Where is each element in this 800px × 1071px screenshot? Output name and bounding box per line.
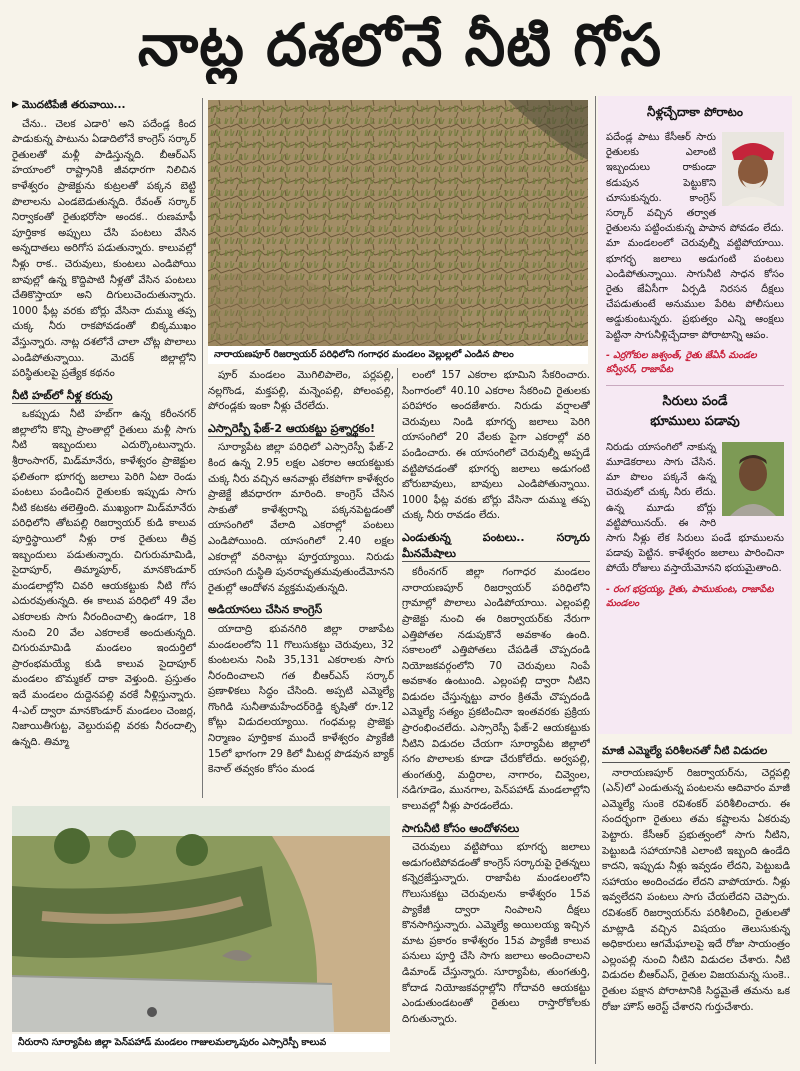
farmer-portrait-image (722, 442, 784, 516)
sidebar-heading: నీళ్లచ్చేదాకా పోరాటం (647, 105, 743, 119)
subheading: మాజీ ఎమ్మెల్యే పరిశీలనతో నీటి విడుదల (602, 744, 790, 763)
subheading: సాగునీటి కోసం ఆందోళనలు (402, 821, 519, 838)
dry-field-image (208, 100, 588, 346)
column-rule (595, 96, 596, 1064)
sidebar-text: నిరుడు యాసంగిలో నాకున్న మూడెకరాలు సాగు చేసిన. మా పొలం పక్కనే ఉన్న చెరువులో చుక్క నీరు లేదు. ఉన్న మూడు బోర్లు వట్టిపోయినయ్. ఈ సారి సాగు నీళ్లు లేక సిరులు పండే భూములను పడావు పెట్టిన. కాళేశ్వరం జలాలు పారించినా పోయే రోజులు వస్తాయేమోనని భయమైతాంది. (606, 441, 784, 575)
farmer-portrait-2 (722, 442, 784, 516)
continued-label: మొదటిపేజీ తరువాయి... (21, 99, 126, 111)
paragraph: పూర్ మండలం మొగిలిపాలెం, పర్లపల్లి, నల్లగొండ, మక్తపల్లి, మన్నెంపల్లి, పోలంపల్లి, పోరండ్లకు ఇంకా నీళ్లు చేరలేదు. (208, 370, 394, 413)
column-2 (208, 368, 394, 796)
sidebar-signature: - ఎర్రగోకుల జశ్వంత్, రైతు జేఏసీ మండల కన్వీనర్, రాజాపేట (606, 349, 757, 375)
paragraph: సూర్యాపేట జిల్లా పరిధిలో ఎస్సారెస్పీ ఫేజ్-2 కింద ఉన్న 2.95 లక్షల ఎకరాల ఆయకట్టుకు చుక్క నీరు వచ్చిన ఆనవాళ్లు లేకపోగా కాళేశ్వరం ప్రాజెక్టే జీవధారగా మారింది. కాంగ్రెస్ చేసిన సాకుతో కాళేశ్వరాన్ని పక్కనపెట్టడంతో యాసంగిలో వేలాది ఎకరాల్లో పంటలు ఎండిపోయింది. యాసంగిలో 2.40 లక్షల ఎకరాల్లో వరినాట్లు పూర్తయ్యాయి. నిరుడు యాసంగి దుస్థితి పునరావృతమవుతుందేమోనని రైతుల్లో ఆందోళన వ్యక్తమవుతున్నది. (208, 442, 394, 594)
divider (606, 385, 784, 386)
subheading: ఎస్సారెస్పీ ఫేజ్-2 ఆయకట్టు ప్రశ్నార్థకం! (208, 421, 375, 438)
paragraph: కరీంనగర్ జిల్లా గంగాధర మండలం నారాయణపూర్ రిజర్వాయర్ పరిధిలోని గ్రామాల్లో పొలాలు ఎండిపోయాయి. ఎల్లంపల్లి ప్రాజెక్టు నుంచి ఈ రిజర్వాయర్‌కు నేరుగా ఎత్తిపోతల నడుపుకొనే అవకాశం ఉంది. సకాలంలో ఎత్తిపోతలు చేపడితే చొప్పదండి నియోజకవర్గంలోని 70 చెరువులు నింపే అవకాశం ఉంటుంది. ఎల్లంపల్లి ద్వారా నీటిని విడుదల చేస్తున్నట్టు వారం క్రితమే చొప్పదండి ఎమ్మెల్యే సత్యం ప్రకటించినా ఇంతవరకు ప్రక్రియ ప్రారంభించలేదు. ఎస్సారెస్పీ ఫేజ్-2 ఆయకట్టుకు నీటిని విడుదల చేయగా సూర్యాపేట జిల్లాలో సగం పొలాలకు కూడా చేరుకోలేదు. అర్వపల్లి, తుంగతుర్తి, మద్దిరాల, నాగారం, చివ్వెంల, నడిగూడెం, మునగాల, పెన్‌పహాడ్ మండలాల్లోని కాలువల్లో నీళ్లు పారడంలేదు. (402, 567, 590, 813)
canal-photo (12, 806, 390, 1032)
paragraph: ఒకప్పుడు నీటి హబ్‌గా ఉన్న కరీంనగర్ జిల్లాలోని కొన్ని ప్రాంతాల్లో రైతులు మళ్లీ సాగు నీటి ఇబ్బందులు ఎదుర్కొంటున్నారు. శ్రీరాంసాగర్, మిడ్‌మానేరు, కాళేశ్వరం ప్రాజెక్టుల ఫలితంగా భూగర్భ జలాలు పెరిగి ఏటా రెండు పంటలు పండించిన రైతులకు ఇప్పుడు సాగు నీటి కటకట తలెత్తింది. ముఖ్యంగా మిడ్‌మానేరు పరిధిలోని తోటపల్లి రిజర్వాయర్ కుడి కాలువ పూర్తిస్థాయిలో నీళ్లు రాక రైతులు తీవ్ర ఇబ్బందులు పడుతున్నారు. చిగురుమామిడి, సైదాపూర్, తిమ్మాపూర్, మానకొండూర్ మండలాల్లోని చివరి ఆయకట్టుకు నీటి గోస ఎదురవుతున్నది. ఈ కాలువ పరిధిలో 49 వేల ఎకరాలకు సాగు నీరందించాల్సి ఉండగా, 18 నుంచి 20 వేల ఎకరాలకే అందుతున్నది. చిగురుమామిడి మండలం ఇందుర్తిలో ప్రారంభమయ్యే కుడి కాలువ సైదాపూర్ మండలం బొమ్మకల్ దాకా వెళ్తుంది. ప్రస్తుతం ఇదే మండలం దుద్దెనపల్లి వరకే నీళ్లిస్తున్నారు. 4-ఎల్ ద్వారా మానకొండూర్ మండలం చెంజర్ల, నిజాయితీగుట్ట, వెల్దురుపల్లి వరకు నీరందాల్సి ఉన్నది. తిమ్మా (12, 409, 196, 748)
photo2-caption: నీరురాని సూర్యాపేట జిల్లా పెన్‌పహాడ్ మండలం గాజులమల్కాపురం ఎస్సారెస్పీ కాలువ (12, 1034, 390, 1052)
column-4 (602, 740, 790, 1066)
paragraph: చేను.. చెలక ఎడారి' అని పదేండ్ల కింద పాడుకున్న పాటును ఏడాదిలోనే కాంగ్రెస్ సర్కార్ రైతులతో మళ్లీ పాడిస్తున్నది. బీఆర్ఎస్ హయాంలో రాష్ట్రానికి జీవధారగా నిలిచిన కాళేశ్వరం ప్రాజెక్టును కుట్రలతో పక్కన బెట్టి పొలాలను ఎండబెడుతున్నది. రేవంత్ సర్కార్ నిర్వాకంతో రైతుభరోసా అందక.. రుణమాఫీ పూర్తికాక అప్పులు చేసి పంటలు వేసిన అన్నదాతలు అరిగోస పడుతున్నారు. కాలువల్లో నీళ్లు రాక.. చెరువులు, కుంటలు ఎండిపోయి బావుల్లో ఉన్న కొద్దిపాటి నీళ్లతో వేసిన పంటలు చేతికొస్తాయా అని దిగులుచెందుతున్నారు. 1000 ఫీట్ల వరకు బోర్లు వేసినా దుమ్ము తప్ప చుక్క నీరు రాకపోవడంతో బిక్కముఖం వేస్తున్నారు. నాట్ల దశలోనే చాలా చోట్ల పొలాలు ఎండిపోతున్నాయి. మెదక్ జిల్లాల్లోని పరిస్థితులపై ప్రత్యేక కథనం (12, 118, 196, 380)
sidebar-text: పదేండ్ల పాటు కేసీఆర్ సారు రైతులకు ఎలాంటి ఇబ్బందులు రాకుండా కడుపున పెట్టుకొని చూసుకున్నరు. కాంగ్రెస్ సర్కార్ వచ్చిన తర్వాత రైతులను పట్టించుకున్న పాపాన పోవడం లేదు. మా మండలంలో చెరువుల్నీ వట్టిపోయాయి. భూగర్భ జలాలు అడుగంటి పంటలు ఎండిపోతున్నాయి. సాగునీటి సాధన కోసం రైతు జేఏసీగా ఏర్పడి నిరసన దీక్షలు చేపడుతుంటే అనుముల పేరిట పోలీసులు అడ్డుకుంటున్నరు. ప్రభుత్వం ఎన్ని ఆంక్షలు పెట్టినా సాగునీళ్లిచ్చేదాకా పోరాటాన్ని ఆపం. (606, 132, 784, 341)
paragraph: లంలో 157 ఎకరాల భూమిని సేకరించారు. సింగారంలో 40.10 ఎకరాల సేకరించి రైతులకు పరిహారం అందజేశారు. నిరుడు వర్షాలతో చెరువులు నిండి భూగర్భ జలాలు పెరిగి యాసంగిలో 20 వేలకు పైగా ఎకరాల్లో వరి పండించారు. ఈ యాసంగిలో చెరువుల్నీ అప్పడే వట్టిపోవడంతో భూగర్భ జలాలు అడుగంటి బోరుబావులు, బావులు ఎండిపోతున్నాయి. 1000 ఫీట్ల వరకు బోర్లు వేసినా దుమ్ము తప్ప చుక్క నీరు రావడం లేదు. (402, 370, 590, 522)
sidebar-box (598, 96, 792, 734)
column-rule (202, 98, 203, 798)
column-rule (397, 368, 398, 798)
photo1-caption: నారాయణపూర్ రిజర్వాయర్ పరిధిలోని గంగాధర మండలం వెల్లుల్లలో ఎండిన పొలం (208, 346, 588, 364)
subheading: అడియాసలు చేసిన కాంగ్రెస్ (208, 602, 322, 619)
paragraph: చెరువులు వట్టిపోయి భూగర్భ జలాలు అడుగంటిపోవడంతో కాంగ్రెస్ సర్కారుపై రైతన్నలు కన్నెర్రజేస్తున్నారు. రాజాపేట మండలంలోని గొలుసుకట్టు చెరువులను కాళేశ్వరం 15వ ప్యాకేజీ ద్వారా నింపాలని దీక్షలు కొనసాగిస్తున్నారు. ఎమ్మెల్యే అయిలయ్య ఇచ్చిన మాట ప్రకారం కాళేశ్వరం 15వ ప్యాకేజీ కాలువ పనులు పూర్తి చేసి సాగు జలాలు అందించాలని డిమాండ్ చేస్తున్నారు. సూర్యాపేట, తుంగతుర్తి, కోదాడ నియోజకవర్గాల్లోని గోదావరి ఆయకట్టు ఎండుతుండటంతో రైతులు రాస్తారోకోలకు దిగుతున్నారు. (402, 842, 590, 1025)
sidebar-signature: - రంగ భద్రయ్య, రైతు, పాముకుంట, రాజాపేట మండలం (606, 583, 774, 609)
farmer-portrait-1 (722, 132, 784, 206)
paragraph: నారాయణపూర్ రిజర్వాయర్‌ను, చెర్లపల్లి (ఎన్)లో ఎండుతున్న పంటలను ఆదివారం మాజీ ఎమ్మెల్యే సుంకె రవిశంకర్ పరిశీలించారు. ఈ సందర్భంగా రైతులు తమ కష్టాలను ఏకరువు పెట్టారు. కేసీఆర్ ప్రభుత్వంలో సాగు నీటిని, పెట్టుబడి సహాయానికి ఎలాంటి ఇబ్బంది ఉండేది కాదని, ఇప్పుడు నీళ్లు ఇవ్వడం లేదని, పెట్టుబడి సహాయం అందించడం లేదని వాపోయారు. నీళ్లు ఇవ్వలేదని పంటలు సాగు చేయలేదని చెప్పారు. రవిశంకర్ రిజర్వాయర్‌ను పరిశీలించి, రైతులతో మాట్లాడి వచ్చిన విషయం తెలుసుకున్న అధికారులు ఆగమేఘాలపై ఇదే రోజు సాయంత్రం ఎల్లంపల్లి నుంచి నీటిని విడుదల చేశారు. నీటి విడుదల బీఆర్ఎస్, రైతుల విజయమన్న సుంకె.. రైతుల పక్షాన పోరాటానికి సిద్ధమైతే తమను ఒక రోజు హౌస్ అరెస్ట్ చేశారని గుర్తుచేశారు. (602, 767, 790, 1013)
column-1 (12, 98, 196, 793)
canal-image (12, 806, 390, 1032)
sidebar-heading: భూములు పడావు (650, 413, 740, 429)
subheading: నీటి హబ్‌లో నీళ్ల కరువు (12, 388, 113, 405)
subheading: ఎండుతున్న పంటలు.. సర్కారు మీనమేషాలు (402, 530, 590, 562)
dry-field-photo (208, 100, 588, 346)
triangle-icon: ▶ (12, 100, 19, 110)
sidebar-heading: సిరులు పండే (662, 393, 728, 409)
column-3 (402, 368, 590, 1060)
farmer-portrait-image (722, 132, 784, 206)
headline: నాట్ల దశలోనే నీటి గోస (137, 11, 663, 79)
paragraph: యాదాద్రి భువనగిరి జిల్లా రాజాపేట మండలంలోని 11 గొలుసుకట్టు చెరువులు, 32 కుంటలను నింపి 35,131 ఎకరాలకు సాగు నీరందించాలని గత బీఆర్ఎస్ సర్కార్ ప్రణాళికలు సిద్ధం చేసింది. అప్పటి ఎమ్మెల్యే గొంగిడి సునీతామహేందర్‌రెడ్డి కృషితో రూ.12 కోట్లు విడుదలయ్యాయి. గంధమల్ల ప్రాజెక్టు నిర్మాణం పూర్తికాక ముందే కాళేశ్వరం ప్యాకేజీ 15లో భాగంగా 29 కిలో మీటర్ల పొడవున బ్యాక్ కెనాల్ తవ్వకం కోసం మండ (208, 623, 394, 776)
continued-marker (12, 98, 196, 114)
